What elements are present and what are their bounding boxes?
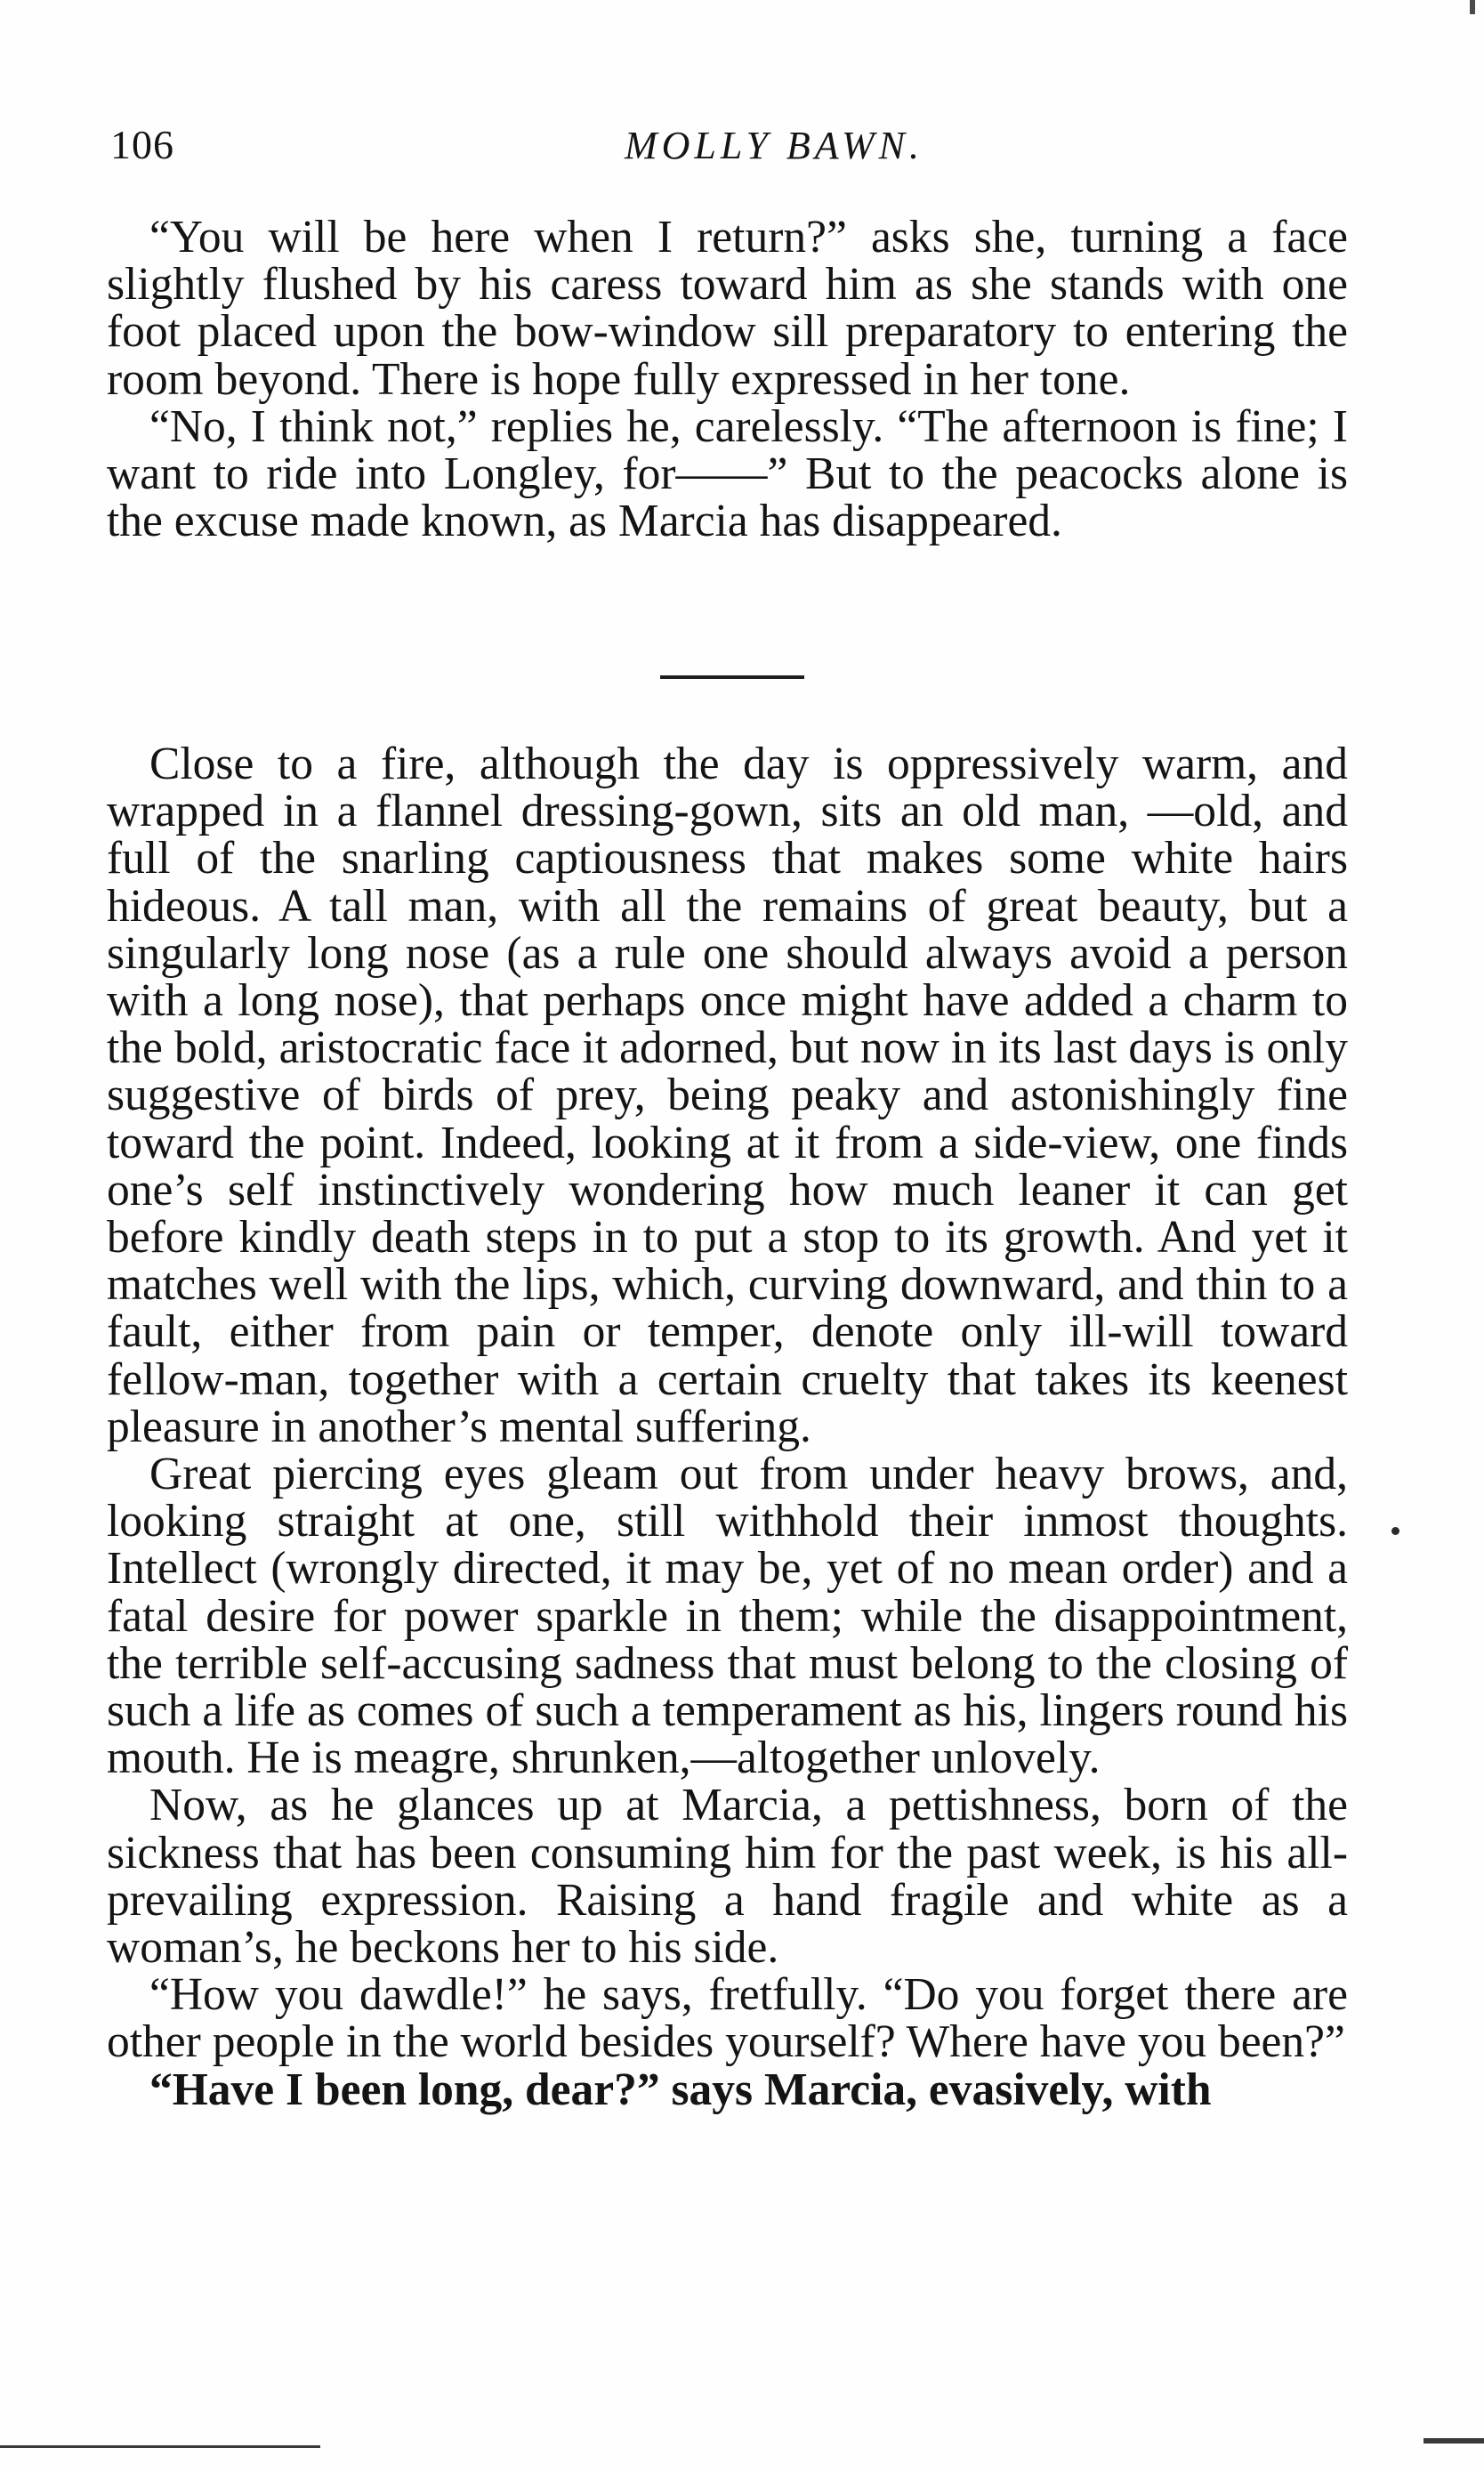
paragraph: “No, I think not,” replies he, carelessly. “The afternoon is fine; I want to ride into Longley, for——” But to the peacocks alone is the excuse made known, as Marcia has disappeared. xyxy=(107,400,1348,547)
bottom-corner-scan-mark xyxy=(1424,2438,1484,2444)
section-text-main xyxy=(107,740,1348,2113)
paragraph: Great piercing eyes gleam out from under heavy brows, and, looking straight at one, still withhold their inmost thoughts. Intellect (wrongly directed, it may be, yet of no mean order) and a fatal desire for power sparkle in them; while the disappointment, the terrible self-accusing sadness that must belong to the closing of such a life as comes of such a temperament as his, lingers round his mouth. He is meagre, shrunken,—altogether unlovely. xyxy=(107,1449,1348,1784)
paragraph: “How you dawdle!” he says, fretfully. “Do you forget there are other people in the world besides yourself? Where have you been?” xyxy=(107,1969,1348,2068)
section-text-top xyxy=(107,214,1348,545)
page-header xyxy=(107,116,1361,178)
paragraph: “Have I been long, dear?” says Marcia, evasively, with xyxy=(149,2064,1212,2115)
bottom-scan-line xyxy=(0,2445,320,2448)
section-divider-rule xyxy=(660,675,804,679)
paragraph: Now, as he glances up at Marcia, a pettishness, born of the sickness that has been consuming him for the past week, is his all-prevailing expression. Raising a hand fragile and white as a woman’s, he beckons her to his side. xyxy=(107,1780,1348,1974)
paragraph: Close to a fire, although the day is oppressively warm, and wrapped in a flannel dressing-gown, sits an old man, —old, and full of the snarling captiousness that makes some white hairs hideous. A tall man, with all the remains of great beauty, but a singularly long nose (as a rule one should always avoid a person with a long nose), that perhaps once might have added a charm to the bold, aristocratic face it adorned, but now in its last days is only suggestive of birds of prey, being peaky and astonishingly fine toward the point. Indeed, looking at it from a side-view, one finds one’s self instinctively wondering how much leaner it can get before kindly death steps in to put a stop to its growth. And yet it matches well with the lips, which, curving downward, and thin to a fault, either from pain or temper, denote only ill-will toward fellow-man, together with a certain cruelty that takes its keenest pleasure in another’s mental suffering. xyxy=(107,739,1348,1452)
margin-dot-mark xyxy=(1391,1527,1399,1535)
corner-scan-mark xyxy=(1470,0,1475,14)
page-number: 106 xyxy=(110,122,174,167)
paragraph: “You will be here when I return?” asks she, turning a face slightly flushed by his caress toward him as she stands with one foot placed upon the bow-window sill preparatory to entering the room beyond. There is hope fully expressed in her tone. xyxy=(107,212,1348,405)
running-title: MOLLY BAWN. xyxy=(624,124,924,167)
